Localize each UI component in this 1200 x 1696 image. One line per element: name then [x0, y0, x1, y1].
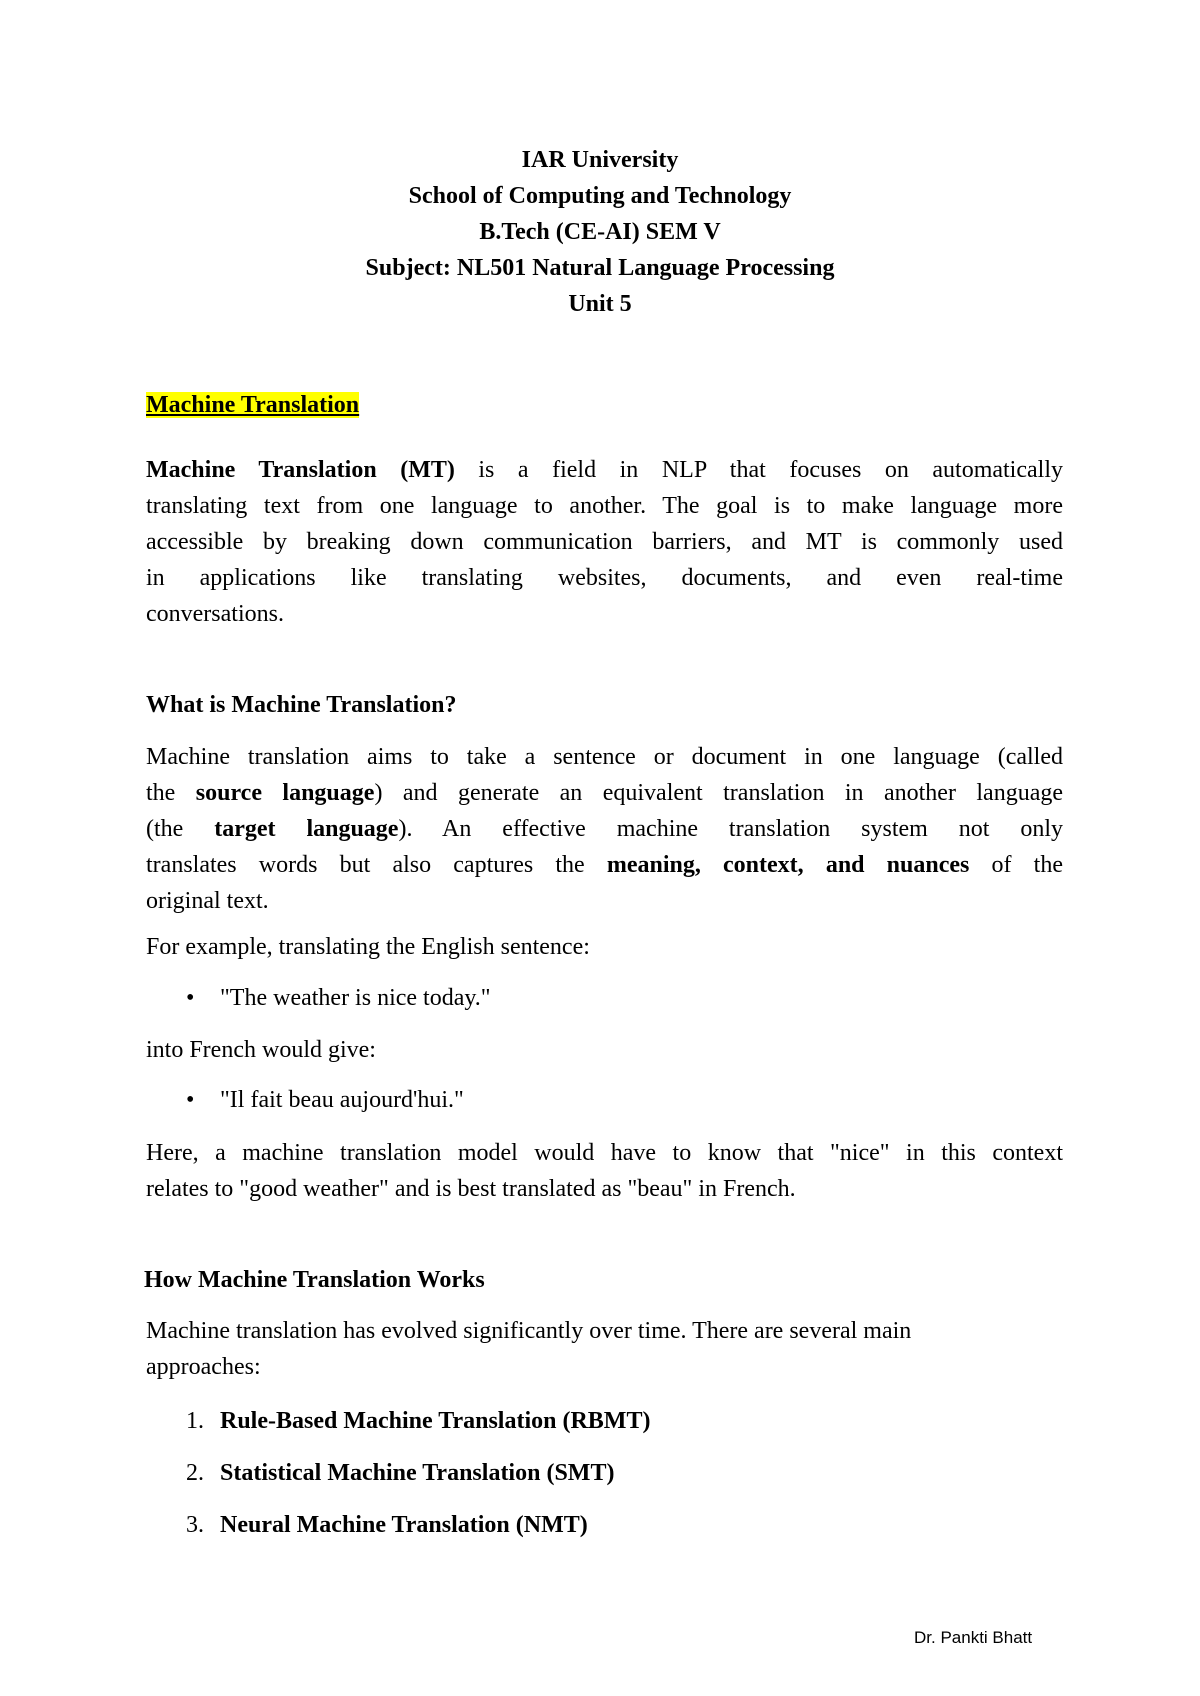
what-is-line4-c: of the	[969, 852, 1064, 878]
what-is-line1: Machine translation aims to take a sentence or document in one language (called	[146, 744, 1063, 770]
approach-number: 1.	[186, 1408, 204, 1434]
intro-paragraph	[146, 452, 1063, 632]
what-is-paragraph	[146, 739, 1063, 919]
what-is-heading: What is Machine Translation?	[146, 692, 457, 718]
explain-line2: relates to "good weather" and is best translated as "beau" in French.	[146, 1176, 796, 1202]
how-it-works-heading: How Machine Translation Works	[144, 1267, 485, 1293]
intro-line3: accessible by breaking down communication barriers, and MT is commonly used	[146, 529, 1063, 555]
into-french-text: into French would give:	[146, 1037, 376, 1063]
approach-label: Statistical Machine Translation (SMT)	[220, 1460, 615, 1486]
approach-number: 3.	[186, 1512, 204, 1538]
document-header	[0, 142, 1200, 322]
what-is-line3-c: ). An effective machine translation system not only	[398, 816, 1063, 842]
target-language-term: target language	[214, 816, 399, 842]
intro-line4: in applications like translating websites, documents, and even real-time	[146, 565, 1063, 591]
what-is-line5: original text.	[146, 888, 269, 914]
school-name: School of Computing and Technology	[408, 183, 792, 209]
approach-number: 2.	[186, 1460, 204, 1486]
university-name: IAR University	[521, 147, 679, 173]
section-title-text: Machine Translation	[146, 392, 360, 418]
subject-title: Subject: NL501 Natural Language Processing	[365, 255, 835, 281]
english-sentence: "The weather is nice today."	[220, 985, 491, 1011]
bullet-icon: •	[186, 1087, 195, 1113]
how-it-works-paragraph	[146, 1313, 1063, 1385]
approach-label: Neural Machine Translation (NMT)	[220, 1512, 588, 1538]
french-sentence: "Il fait beau aujourd'hui."	[220, 1087, 464, 1113]
author-footer: Dr. Pankti Bhatt	[914, 1628, 1033, 1647]
example-explanation	[146, 1135, 1063, 1207]
how-line1: Machine translation has evolved significantly over time. There are several main	[146, 1318, 912, 1344]
intro-line5: conversations.	[146, 601, 284, 627]
what-is-line3-a: (the	[146, 816, 215, 842]
example-intro: For example, translating the English sentence:	[146, 934, 590, 960]
intro-line1: is a field in NLP that focuses on automatically	[454, 457, 1063, 483]
intro-line2: translating text from one language to another. The goal is to make language more	[146, 493, 1063, 519]
section-title	[146, 390, 359, 420]
approach-label: Rule-Based Machine Translation (RBMT)	[220, 1408, 651, 1434]
source-language-term: source language	[195, 780, 375, 806]
what-is-line4-a: translates words but also captures the	[146, 852, 607, 878]
how-line2: approaches:	[146, 1354, 261, 1380]
explain-line1: Here, a machine translation model would have to know that "nice" in this context	[146, 1140, 1063, 1166]
what-is-line2-a: the	[146, 780, 196, 806]
bullet-icon: •	[186, 985, 195, 1011]
meaning-context-term: meaning, context, and nuances	[606, 852, 970, 878]
intro-term: Machine Translation (MT)	[146, 457, 455, 483]
what-is-line2-c: ) and generate an equivalent translation in another language	[374, 780, 1064, 806]
unit-title: Unit 5	[568, 291, 632, 317]
program-name: B.Tech (CE-AI) SEM V	[479, 219, 721, 245]
